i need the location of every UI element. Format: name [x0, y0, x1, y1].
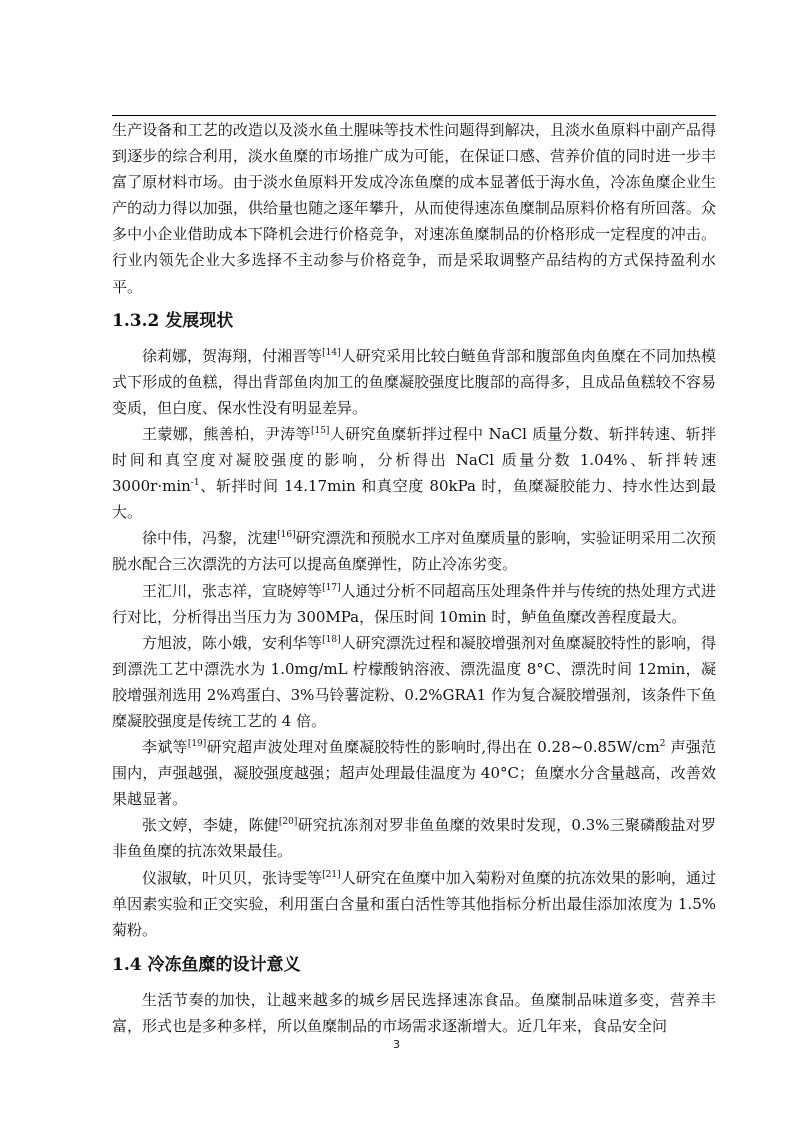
page-number: 3	[393, 1038, 400, 1051]
paragraph-ref-21: 仪淑敏，叶贝贝，张诗雯等[21]人研究在鱼糜中加入菊粉对鱼糜的抗冻效果的影响，通过单因素实验和正交实验，利用蛋白含量和蛋白活性等其他指标分析出最佳添加浓度为 1.5%菊粉。	[112, 868, 716, 939]
citation-20: [20]	[278, 817, 298, 828]
section-heading-1-4: 1.4 冷冻鱼糜的设计意义	[112, 954, 301, 975]
citation-19: [19]	[187, 739, 207, 750]
paragraph-ref-18: 方旭波，陈小娥，安利华等[18]人研究漂洗过程和凝胶增强剂对鱼糜凝胶特性的影响，得到漂洗工艺中漂洗水为 1.0mg/mL 柠檬酸钠溶液、漂洗温度 8°C、漂洗时间 12min，凝胶增强剂选用 2%鸡蛋白、3%马铃薯淀粉、0.2%GRA1 作为复合凝胶增强剂，该条件下鱼糜凝胶强度是传统工艺的 4 倍。	[112, 633, 716, 730]
paragraph-ref-19: 李斌等[19]研究超声波处理对鱼糜凝胶特性的影响时,得出在 $0.28\sim 0.85W/cm^2$ 声强范围内，声强越强，凝胶强度越强；超声处理最佳温度为 40°C；鱼糜水分含量越高，改善效果越显著。	[112, 738, 716, 809]
intro-paragraph: 生产设备和工艺的改造以及淡水鱼土腥味等技术性问题得到解决，且淡水鱼原料中副产品得到逐步的综合利用，淡水鱼糜的市场推广成为可能，在保证口感、营养价值的同时进一步丰富了原材料市场。由于淡水鱼原料开发成冷冻鱼糜的成本显著低于海水鱼，冷冻鱼糜企业生产的动力得以加强，供给量也随之逐年攀升，从而使得速冻鱼糜制品原料价格有所回落。众多中小企业借助成本下降机会进行价格竞争，对速冻鱼糜制品的价格形成一定程度的冲击。行业内领先企业大多选择不主动参与价格竞争，而是采取调整产品结构的方式保持盈利水平。	[112, 121, 716, 296]
page-content	[112, 117, 716, 1039]
paragraph-ref-15: 王蒙娜，熊善柏，尹涛等[15]人研究鱼糜斩拌过程中 NaCl 质量分数、斩拌转速、斩拌时间和真空度对凝胶强度的影响，分析得出 NaCl 质量分数 1.04%、斩拌转速 $3000r\cdot\min^{-1}$、斩拌时间 14.17min 和真空度 80kPa 时，鱼糜凝胶能力、持水性达到最大。	[112, 424, 716, 522]
paragraph-ref-17: 王汇川，张志祥，宣晓婷等[17]人通过分析不同超高压处理条件并与传统的热处理方式进行对比，分析得出当压力为 300MPa，保压时间 10min 时，鲈鱼鱼糜改善程度最大。	[112, 581, 716, 626]
paragraph-ref-14: 徐莉娜，贺海翔，付湘晋等[14]人研究采用比较白鲢鱼背部和腹部鱼肉鱼糜在不同加热模式下形成的鱼糕，得出背部鱼肉加工的鱼糜凝胶强度比腹部的高得多，且成品鱼糕较不容易变质，但白度、保水性没有明显差异。	[112, 346, 716, 417]
citation-16: [16]	[277, 530, 296, 541]
citation-21: [21]	[322, 869, 341, 880]
citation-14: [14]	[322, 347, 341, 358]
citation-17: [17]	[322, 582, 341, 593]
paragraph-ref-20: 张文婷，李婕，陈健[20]研究抗冻剂对罗非鱼鱼糜的效果时发现，0.3%三聚磷酸盐对罗非鱼鱼糜的抗冻效果最佳。	[112, 816, 716, 861]
header-rule	[112, 115, 716, 116]
section-heading-1-3-2: 1.3.2 发展现状	[112, 310, 234, 331]
citation-15: [15]	[310, 425, 330, 436]
paragraph-ref-16: 徐中伟，冯黎，沈建[16]研究漂洗和预脱水工序对鱼糜质量的影响，实验证明采用二次预脱水配合三次漂洗的方法可以提高鱼糜弹性，防止冷冻劣变。	[112, 529, 716, 574]
paragraph-1-4-intro: 生活节奏的加快，让越来越多的城乡居民选择速冻食品。鱼糜制品味道多变，营养丰富，形式也是多种多样，所以鱼糜制品的市场需求逐渐增大。近几年来，食品安全问	[112, 990, 716, 1035]
citation-18: [18]	[322, 634, 341, 645]
